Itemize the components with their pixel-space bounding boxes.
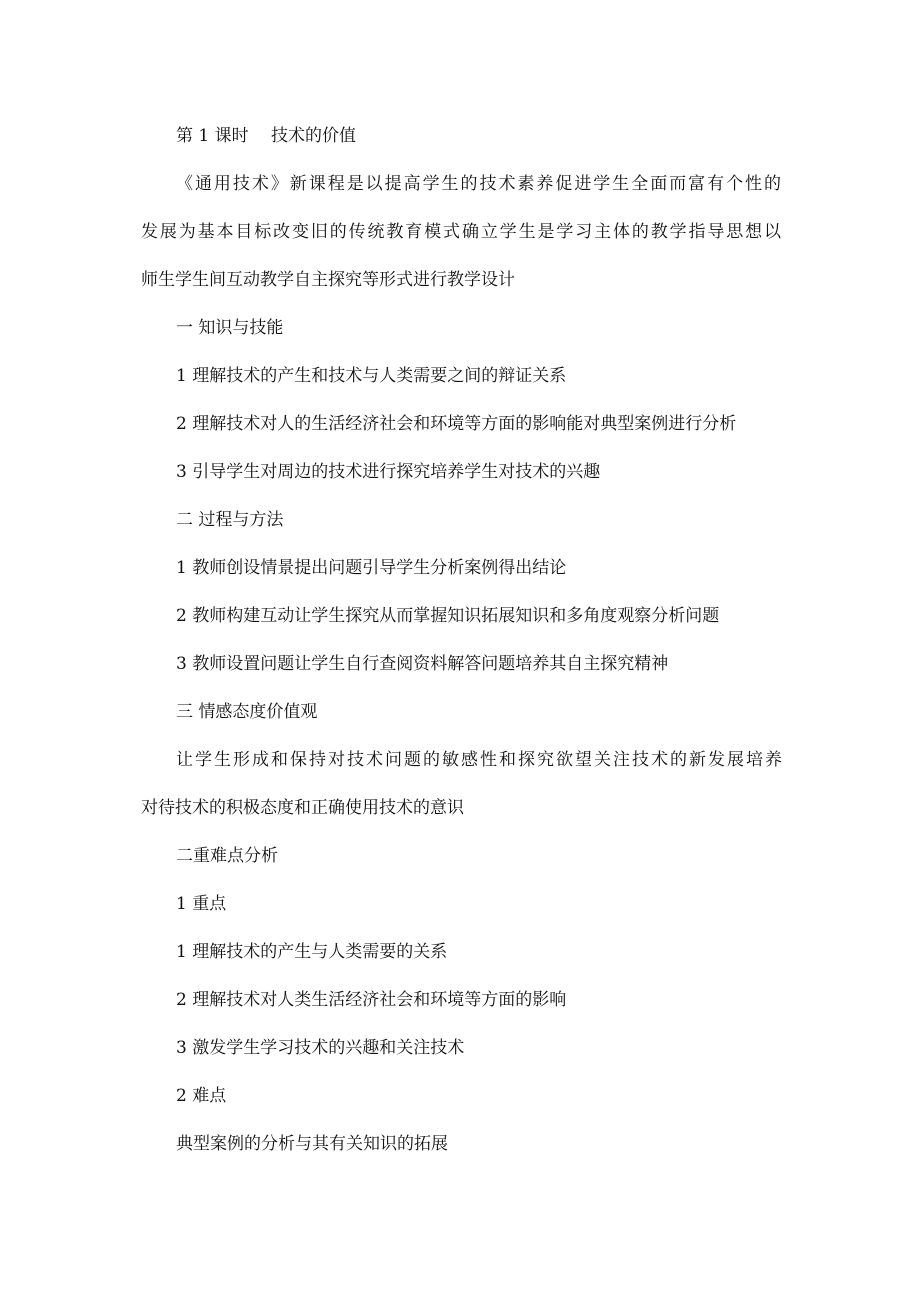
attitude-paragraph-line-1: 让学生形成和保持对技术问题的敏感性和探究欲望关注技术的新发展培养: [176, 750, 782, 770]
intro-paragraph-line-2: 发展为基本目标改变旧的传统教育模式确立学生是学习主体的教学指导思想以: [141, 222, 781, 242]
subheading-difficulties: 2 难点: [176, 1086, 227, 1106]
process-item-1: 1 教师创设情景提出问题引导学生分析案例得出结论: [176, 558, 567, 578]
section-heading-knowledge: 一 知识与技能: [176, 318, 284, 338]
knowledge-item-3: 3 引导学生对周边的技术进行探究培养学生对技术的兴趣: [176, 462, 601, 482]
section-heading-process: 二 过程与方法: [176, 510, 284, 530]
knowledge-item-2: 2 理解技术对人的生活经济社会和环境等方面的影响能对典型案例进行分析: [176, 414, 737, 434]
subheading-key-points: 1 重点: [176, 894, 227, 914]
key-point-3: 3 激发学生学习技术的兴趣和关注技术: [176, 1038, 465, 1058]
section-heading-attitude: 三 情感态度价值观: [176, 702, 318, 722]
knowledge-item-1: 1 理解技术的产生和技术与人类需要之间的辩证关系: [176, 366, 567, 386]
section-heading-key-points: 二重难点分析: [176, 846, 278, 866]
process-item-3: 3 教师设置问题让学生自行查阅资料解答问题培养其自主探究精神: [176, 654, 669, 674]
intro-paragraph-line-1: 《通用技术》新课程是以提高学生的技术素养促进学生全面而富有个性的: [176, 174, 781, 194]
attitude-paragraph-line-2: 对待技术的积极态度和正确使用技术的意识: [141, 798, 464, 818]
key-point-2: 2 理解技术对人类生活经济社会和环境等方面的影响: [176, 990, 567, 1010]
intro-paragraph-line-3: 师生学生间互动教学自主探究等形式进行教学设计: [141, 270, 515, 290]
key-point-1: 1 理解技术的产生与人类需要的关系: [176, 942, 448, 962]
lesson-title: 第 1 课时 技术的价值: [176, 126, 357, 146]
process-item-2: 2 教师构建互动让学生探究从而掌握知识拓展知识和多角度观察分析问题: [176, 606, 720, 626]
difficulty-item: 典型案例的分析与其有关知识的拓展: [176, 1134, 448, 1154]
